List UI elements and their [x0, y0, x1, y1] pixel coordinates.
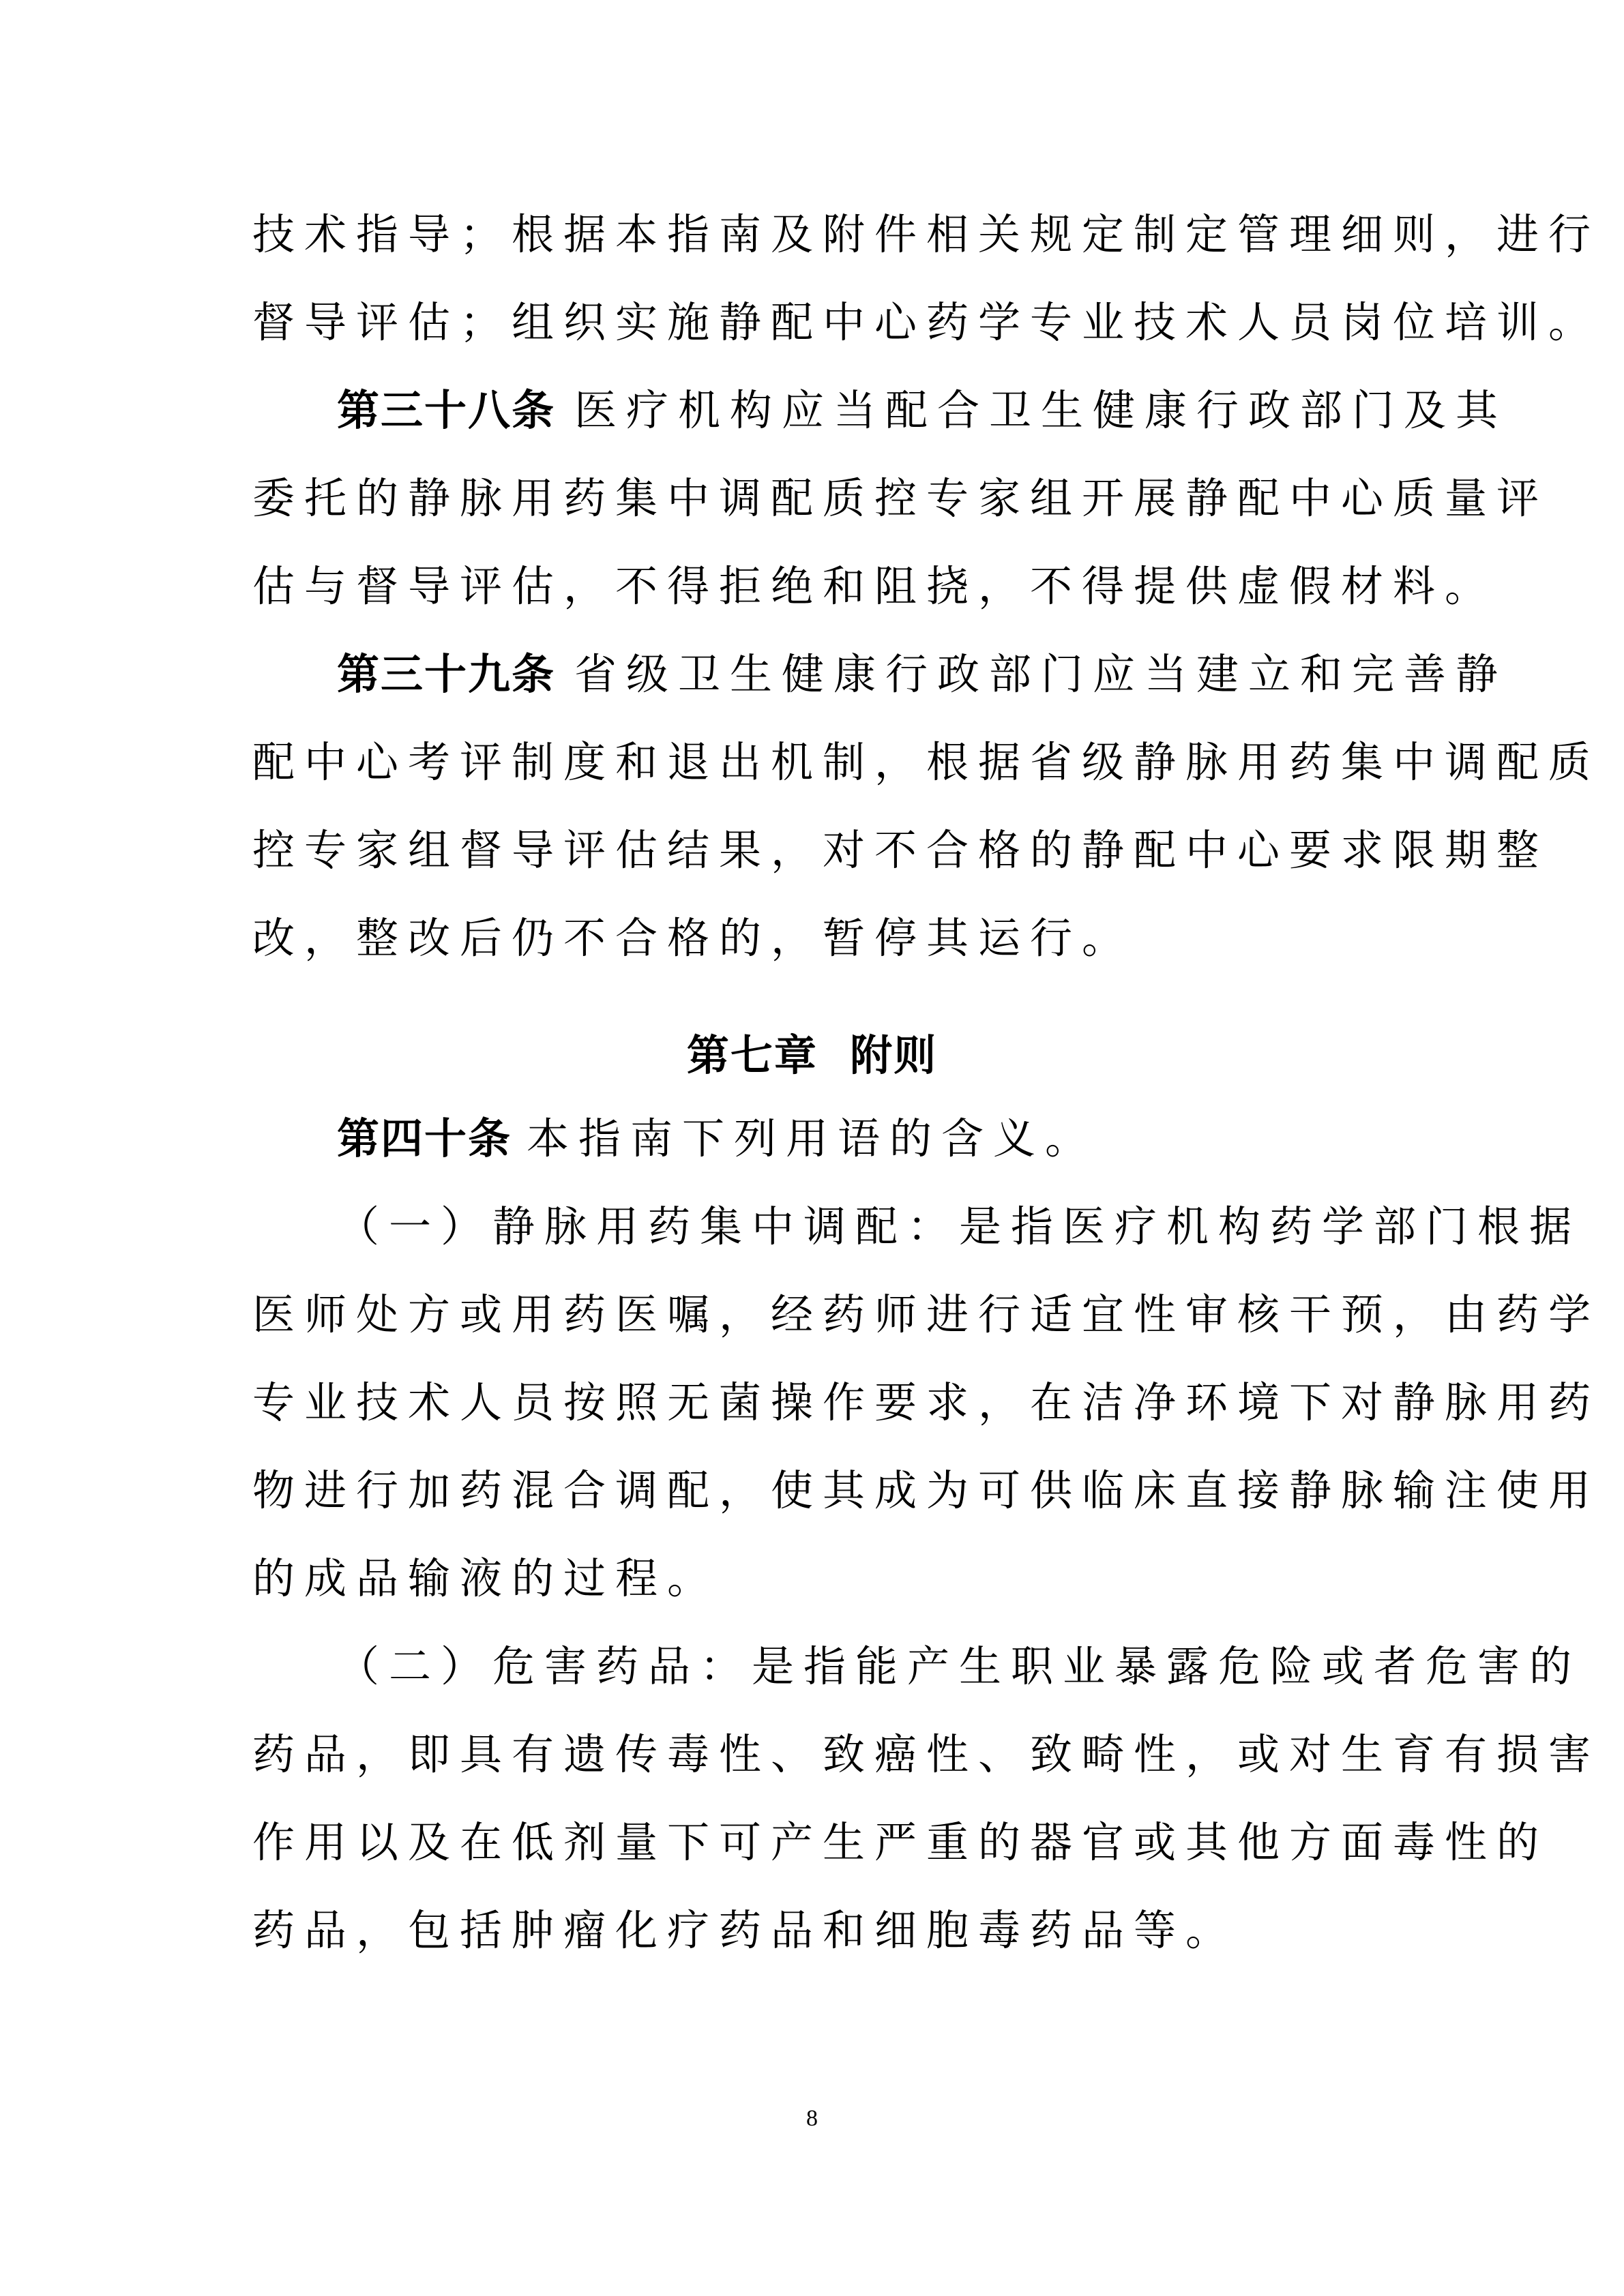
article-38-line	[337, 383, 1507, 438]
article-39-label: 第三十九条	[337, 649, 556, 699]
body-text-line: 估与督导评估，不得拒绝和阻挠，不得提供虚假材料。	[252, 561, 1497, 611]
article-40-text: 本指南下列用语的含义。	[527, 1114, 1097, 1163]
article-39-text: 省级卫生健康行政部门应当建立和完善静	[574, 649, 1508, 699]
article-40-label: 第四十条	[337, 1114, 512, 1163]
body-text-line: 技术指导；根据本指南及附件相关规定制定管理细则，进行	[252, 209, 1601, 259]
body-text-line: 的成品输液的过程。	[252, 1553, 720, 1603]
article-40-line	[337, 1112, 1097, 1166]
body-text-line: 控专家组督导评估结果，对不合格的静配中心要求限期整	[252, 825, 1549, 875]
page-number: 8	[806, 2106, 818, 2131]
body-text-line: 委托的静脉用药集中调配质控专家组开展静配中心质量评	[252, 473, 1549, 523]
body-text-line: 督导评估；组织实施静配中心药学专业技术人员岗位培训。	[252, 297, 1601, 347]
article-38-label: 第三十八条	[337, 385, 556, 435]
body-text-line: 专业技术人员按照无菌操作要求，在洁净环境下对静脉用药	[252, 1377, 1601, 1427]
chapter-title: 第七章 附则	[686, 1030, 938, 1080]
article-38-text: 医疗机构应当配合卫生健康行政部门及其	[574, 385, 1508, 435]
body-text-line: 改，整改后仍不合格的，暂停其运行。	[252, 913, 1134, 963]
body-text-line: 医师处方或用药医嘱，经药师进行适宜性审核干预，由药学	[252, 1289, 1601, 1339]
body-text-line: 药品，即具有遗传毒性、致癌性、致畸性，或对生育有损害	[252, 1729, 1601, 1779]
definition-item-1: （一）静脉用药集中调配：是指医疗机构药学部门根据	[337, 1202, 1582, 1251]
body-text-line: 作用以及在低剂量下可产生严重的器官或其他方面毒性的	[252, 1817, 1549, 1867]
definition-item-2: （二）危害药品：是指能产生职业暴露危险或者危害的	[337, 1641, 1582, 1691]
body-text-line: 配中心考评制度和退出机制，根据省级静脉用药集中调配质	[252, 737, 1601, 787]
article-39-line	[337, 647, 1507, 702]
body-text-line: 药品，包括肿瘤化疗药品和细胞毒药品等。	[252, 1905, 1238, 1955]
body-text-line: 物进行加药混合调配，使其成为可供临床直接静脉输注使用	[252, 1465, 1601, 1515]
